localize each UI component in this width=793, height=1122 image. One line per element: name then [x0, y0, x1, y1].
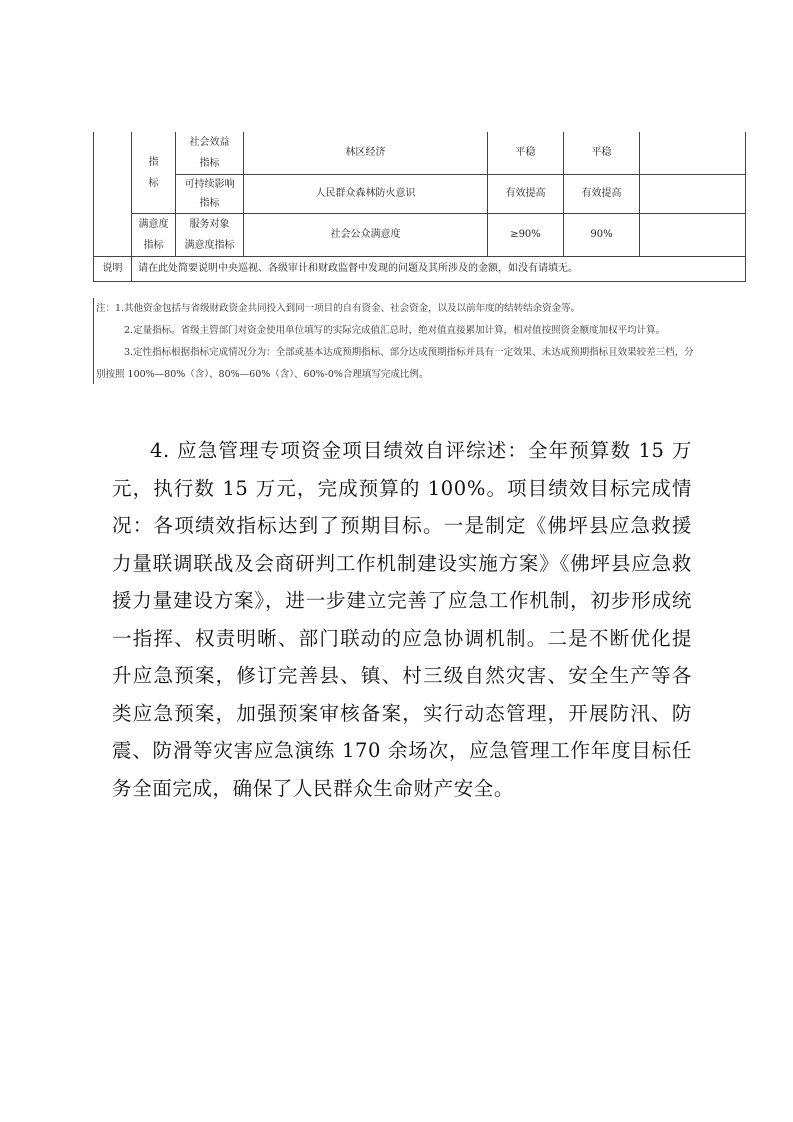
table-row — [94, 214, 746, 257]
indicator-content-cell: 社会公众满意度 — [244, 214, 488, 257]
sub-indicator-cell: 社会效益 指标 — [176, 132, 244, 175]
remark-cell — [640, 214, 746, 257]
remark-cell — [640, 175, 746, 214]
indicator-category-cell: 满意度 指标 — [132, 214, 176, 257]
remark-cell — [640, 132, 746, 175]
note-label-cell: 说明 — [94, 257, 132, 282]
indicator-category-cell: 指 标 — [132, 132, 176, 214]
target-value-cell: 平稳 — [488, 132, 564, 175]
target-value-cell: 有效提高 — [488, 175, 564, 214]
actual-value-cell: 平稳 — [564, 132, 640, 175]
footnote-3: 3.定性指标根据指标完成情况分为：全部或基本达成预期指标、部分达成预期指标并具有一定效果、未达成预期指标且效果较差三档，分 — [124, 347, 694, 358]
sub-indicator-cell: 服务对象 满意度指标 — [176, 214, 244, 257]
indicator-content-cell: 人民群众森林防火意识 — [244, 175, 488, 214]
performance-indicator-table — [93, 132, 746, 282]
summary-paragraph: 4. 应急管理专项资金项目绩效自评综述：全年预算数 15 万元，执行数 15 万元，完成预算的 100%。项目绩效目标完成情况：各项绩效指标达到了预期目标。一是制定《佛坪县应急救援力量联调联战及会商研判工作机制建设实施方案》《佛坪县应急救援力量建设方案》，进一步建立完善了应急工作机制，初步形成统一指挥、权责明晰、部门联动的应急协调机制。二是不断优化提升应急预案，修订完善县、镇、村三级自然灾害、安全生产等各类应急预案，加强预案审核备案，实行动态管理，开展防汛、防震、防滑等灾害应急演练 170 余场次，应急管理工作年度目标任务全面完成，确保了人民群众生命财产安全。 — [112, 439, 692, 800]
actual-value-cell: 有效提高 — [564, 175, 640, 214]
target-value-cell: ≥90% — [488, 214, 564, 257]
footnote-1: 注：1.其他资金包括与省级财政资金共同投入到同一项目的自有资金、社会资金，以及以前年度的结转结余资金等。 — [96, 303, 581, 314]
indicator-content-cell: 林区经济 — [244, 132, 488, 175]
table-row — [94, 175, 746, 214]
footnote-3-continued: 别按照 100%—80%（含）、80%—60%（含）、60%-0%合理填写完成比例。 — [96, 369, 429, 380]
footnote-2: 2.定量指标。省级主管部门对资金使用单位填写的实际完成值汇总时，绝对值直接累加计算，相对值按照资金额度加权平均计算。 — [124, 325, 666, 336]
actual-value-cell: 90% — [564, 214, 640, 257]
table-row — [94, 132, 746, 175]
table-row — [94, 257, 746, 282]
note-text-cell: 请在此处简要说明中央巡视、各级审计和财政监督中发现的问题及其所涉及的金额，如没有请填无。 — [132, 257, 746, 282]
table-footnotes — [93, 298, 726, 384]
sub-indicator-cell: 可持续影响 指标 — [176, 175, 244, 214]
